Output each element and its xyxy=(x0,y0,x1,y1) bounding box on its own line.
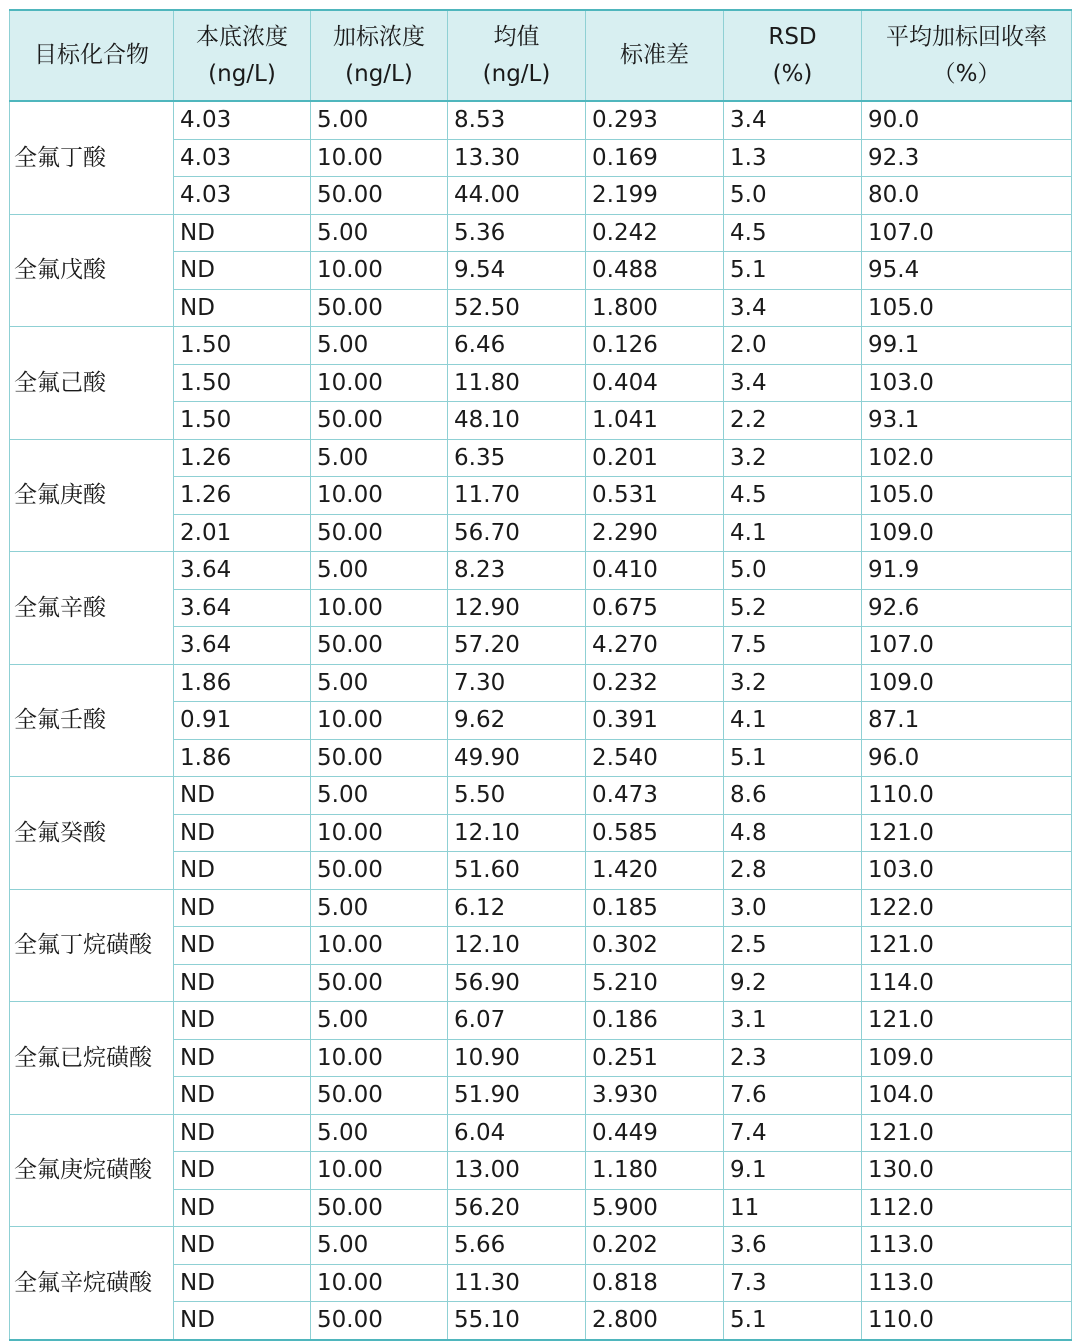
rsd-cell: 5.0 xyxy=(724,552,862,590)
spike-concentration-cell: 10.00 xyxy=(311,927,448,965)
standard-deviation-cell: 0.531 xyxy=(586,477,724,515)
compound-name-cell: 全氟庚烷磺酸 xyxy=(10,1114,174,1227)
background-concentration-cell: 3.64 xyxy=(174,552,311,590)
background-concentration-cell: ND xyxy=(174,1039,311,1077)
spike-concentration-cell: 10.00 xyxy=(311,1264,448,1302)
mean-cell: 11.70 xyxy=(448,477,586,515)
background-concentration-cell: ND xyxy=(174,1264,311,1302)
recovery-cell: 87.1 xyxy=(862,702,1072,740)
spike-concentration-cell: 5.00 xyxy=(311,327,448,365)
table-row xyxy=(10,1114,1072,1152)
spike-concentration-cell: 10.00 xyxy=(311,814,448,852)
compound-name-cell: 全氟己酸 xyxy=(10,327,174,440)
recovery-cell: 109.0 xyxy=(862,664,1072,702)
rsd-cell: 4.8 xyxy=(724,814,862,852)
standard-deviation-cell: 0.410 xyxy=(586,552,724,590)
table-row xyxy=(10,214,1072,252)
spike-concentration-cell: 50.00 xyxy=(311,402,448,440)
rsd-cell: 3.4 xyxy=(724,101,862,139)
recovery-cell: 92.6 xyxy=(862,589,1072,627)
background-concentration-cell: ND xyxy=(174,964,311,1002)
compound-name-cell: 全氟戊酸 xyxy=(10,214,174,327)
mean-cell: 51.90 xyxy=(448,1077,586,1115)
recovery-cell: 92.3 xyxy=(862,139,1072,177)
mean-cell: 6.04 xyxy=(448,1114,586,1152)
table-row xyxy=(10,439,1072,477)
background-concentration-cell: 1.26 xyxy=(174,439,311,477)
compound-name-cell: 全氟丁酸 xyxy=(10,101,174,214)
rsd-cell: 8.6 xyxy=(724,777,862,815)
rsd-cell: 4.1 xyxy=(724,702,862,740)
spike-concentration-cell: 50.00 xyxy=(311,289,448,327)
compound-name-cell: 全氟癸酸 xyxy=(10,777,174,890)
recovery-cell: 107.0 xyxy=(862,214,1072,252)
background-concentration-cell: ND xyxy=(174,1302,311,1340)
recovery-cell: 110.0 xyxy=(862,1302,1072,1340)
mean-cell: 56.20 xyxy=(448,1189,586,1227)
rsd-cell: 3.0 xyxy=(724,889,862,927)
compound-name-cell: 全氟辛烷磺酸 xyxy=(10,1227,174,1340)
header-rsd-line: (%) xyxy=(772,60,813,87)
spike-concentration-cell: 5.00 xyxy=(311,439,448,477)
mean-cell: 48.10 xyxy=(448,402,586,440)
spike-concentration-cell: 50.00 xyxy=(311,627,448,665)
header-standard-deviation-line: 标准差 xyxy=(620,42,689,68)
background-concentration-cell: ND xyxy=(174,1189,311,1227)
rsd-cell: 5.1 xyxy=(724,252,862,290)
standard-deviation-cell: 5.900 xyxy=(586,1189,724,1227)
table-row xyxy=(10,777,1072,815)
background-concentration-cell: 4.03 xyxy=(174,139,311,177)
rsd-cell: 5.0 xyxy=(724,177,862,215)
table-row xyxy=(10,101,1072,139)
mean-cell: 6.46 xyxy=(448,327,586,365)
mean-cell: 13.30 xyxy=(448,139,586,177)
spike-concentration-cell: 50.00 xyxy=(311,1189,448,1227)
mean-cell: 8.53 xyxy=(448,101,586,139)
standard-deviation-cell: 2.540 xyxy=(586,739,724,777)
mean-cell: 12.90 xyxy=(448,589,586,627)
standard-deviation-cell: 0.185 xyxy=(586,889,724,927)
recovery-cell: 105.0 xyxy=(862,289,1072,327)
spike-concentration-cell: 5.00 xyxy=(311,101,448,139)
compound-name-cell: 全氟丁烷磺酸 xyxy=(10,889,174,1002)
mean-cell: 10.90 xyxy=(448,1039,586,1077)
recovery-cell: 121.0 xyxy=(862,927,1072,965)
recovery-cell: 90.0 xyxy=(862,101,1072,139)
recovery-cell: 91.9 xyxy=(862,552,1072,590)
table-body xyxy=(10,101,1072,1340)
spike-concentration-cell: 10.00 xyxy=(311,589,448,627)
mean-cell: 49.90 xyxy=(448,739,586,777)
rsd-cell: 3.6 xyxy=(724,1227,862,1265)
rsd-cell: 3.4 xyxy=(724,289,862,327)
standard-deviation-cell: 0.585 xyxy=(586,814,724,852)
recovery-cell: 103.0 xyxy=(862,364,1072,402)
mean-cell: 13.00 xyxy=(448,1152,586,1190)
standard-deviation-cell: 0.293 xyxy=(586,101,724,139)
spike-concentration-cell: 10.00 xyxy=(311,1152,448,1190)
mean-cell: 44.00 xyxy=(448,177,586,215)
rsd-cell: 7.3 xyxy=(724,1264,862,1302)
spike-concentration-cell: 50.00 xyxy=(311,1302,448,1340)
header-background-concentration-line: 本底浓度 xyxy=(196,23,288,50)
mean-cell: 12.10 xyxy=(448,814,586,852)
standard-deviation-cell: 1.180 xyxy=(586,1152,724,1190)
mean-cell: 12.10 xyxy=(448,927,586,965)
rsd-cell: 3.1 xyxy=(724,1002,862,1040)
table-row xyxy=(10,664,1072,702)
background-concentration-cell: ND xyxy=(174,214,311,252)
rsd-cell: 3.4 xyxy=(724,364,862,402)
spike-concentration-cell: 10.00 xyxy=(311,1039,448,1077)
standard-deviation-cell: 5.210 xyxy=(586,964,724,1002)
background-concentration-cell: ND xyxy=(174,1152,311,1190)
header-spike-concentration-line: (ng/L) xyxy=(345,60,413,87)
background-concentration-cell: ND xyxy=(174,852,311,890)
rsd-cell: 9.1 xyxy=(724,1152,862,1190)
rsd-cell: 7.5 xyxy=(724,627,862,665)
background-concentration-cell: 1.50 xyxy=(174,364,311,402)
header-rsd-line: RSD xyxy=(768,23,817,50)
standard-deviation-cell: 1.420 xyxy=(586,852,724,890)
recovery-cell: 113.0 xyxy=(862,1264,1072,1302)
background-concentration-cell: 1.86 xyxy=(174,664,311,702)
mean-cell: 11.30 xyxy=(448,1264,586,1302)
rsd-cell: 11 xyxy=(724,1189,862,1227)
background-concentration-cell: 1.50 xyxy=(174,402,311,440)
standard-deviation-cell: 0.202 xyxy=(586,1227,724,1265)
recovery-cell: 80.0 xyxy=(862,177,1072,215)
standard-deviation-cell: 0.302 xyxy=(586,927,724,965)
header-average-recovery-line: （%） xyxy=(932,60,1001,87)
header-standard-deviation xyxy=(586,10,724,101)
rsd-cell: 2.8 xyxy=(724,852,862,890)
standard-deviation-cell: 4.270 xyxy=(586,627,724,665)
standard-deviation-cell: 0.201 xyxy=(586,439,724,477)
spike-concentration-cell: 50.00 xyxy=(311,739,448,777)
standard-deviation-cell: 3.930 xyxy=(586,1077,724,1115)
header-mean-line: 均值 xyxy=(493,23,540,50)
background-concentration-cell: 3.64 xyxy=(174,589,311,627)
mean-cell: 6.12 xyxy=(448,889,586,927)
recovery-cell: 103.0 xyxy=(862,852,1072,890)
standard-deviation-cell: 1.041 xyxy=(586,402,724,440)
recovery-cell: 112.0 xyxy=(862,1189,1072,1227)
rsd-cell: 3.2 xyxy=(724,439,862,477)
standard-deviation-cell: 0.391 xyxy=(586,702,724,740)
mean-cell: 56.70 xyxy=(448,514,586,552)
recovery-cell: 93.1 xyxy=(862,402,1072,440)
header-background-concentration xyxy=(174,10,311,101)
mean-cell: 52.50 xyxy=(448,289,586,327)
spike-concentration-cell: 10.00 xyxy=(311,702,448,740)
mean-cell: 6.07 xyxy=(448,1002,586,1040)
mean-cell: 51.60 xyxy=(448,852,586,890)
background-concentration-cell: 1.50 xyxy=(174,327,311,365)
spike-concentration-cell: 50.00 xyxy=(311,852,448,890)
background-concentration-cell: ND xyxy=(174,252,311,290)
table-header xyxy=(10,10,1072,101)
mean-cell: 6.35 xyxy=(448,439,586,477)
recovery-cell: 104.0 xyxy=(862,1077,1072,1115)
rsd-cell: 7.4 xyxy=(724,1114,862,1152)
rsd-cell: 2.2 xyxy=(724,402,862,440)
mean-cell: 8.23 xyxy=(448,552,586,590)
compound-name-cell: 全氟辛酸 xyxy=(10,552,174,665)
header-average-recovery xyxy=(862,10,1072,101)
background-concentration-cell: 3.64 xyxy=(174,627,311,665)
mean-cell: 5.50 xyxy=(448,777,586,815)
background-concentration-cell: ND xyxy=(174,777,311,815)
spike-concentration-cell: 5.00 xyxy=(311,552,448,590)
background-concentration-cell: ND xyxy=(174,1114,311,1152)
mean-cell: 5.36 xyxy=(448,214,586,252)
mean-cell: 56.90 xyxy=(448,964,586,1002)
compound-name-cell: 全氟已烷磺酸 xyxy=(10,1002,174,1115)
standard-deviation-cell: 0.251 xyxy=(586,1039,724,1077)
spike-concentration-cell: 50.00 xyxy=(311,1077,448,1115)
spike-concentration-cell: 50.00 xyxy=(311,964,448,1002)
standard-deviation-cell: 0.232 xyxy=(586,664,724,702)
spike-concentration-cell: 10.00 xyxy=(311,477,448,515)
background-concentration-cell: ND xyxy=(174,1077,311,1115)
header-compound-line: 目标化合物 xyxy=(34,42,149,68)
spike-concentration-cell: 50.00 xyxy=(311,514,448,552)
header-spike-concentration-line: 加标浓度 xyxy=(333,23,425,50)
recovery-cell: 96.0 xyxy=(862,739,1072,777)
rsd-cell: 5.2 xyxy=(724,589,862,627)
spike-concentration-cell: 5.00 xyxy=(311,664,448,702)
recovery-cell: 121.0 xyxy=(862,1114,1072,1152)
background-concentration-cell: ND xyxy=(174,289,311,327)
standard-deviation-cell: 0.449 xyxy=(586,1114,724,1152)
standard-deviation-cell: 0.488 xyxy=(586,252,724,290)
standard-deviation-cell: 0.169 xyxy=(586,139,724,177)
recovery-cell: 114.0 xyxy=(862,964,1072,1002)
recovery-cell: 130.0 xyxy=(862,1152,1072,1190)
background-concentration-cell: 2.01 xyxy=(174,514,311,552)
recovery-cell: 121.0 xyxy=(862,1002,1072,1040)
spike-concentration-cell: 10.00 xyxy=(311,139,448,177)
mean-cell: 7.30 xyxy=(448,664,586,702)
spike-concentration-cell: 5.00 xyxy=(311,214,448,252)
rsd-cell: 2.5 xyxy=(724,927,862,965)
background-concentration-cell: ND xyxy=(174,1002,311,1040)
background-concentration-cell: 4.03 xyxy=(174,177,311,215)
spike-concentration-cell: 10.00 xyxy=(311,252,448,290)
header-background-concentration-line: (ng/L) xyxy=(208,60,276,87)
mean-cell: 57.20 xyxy=(448,627,586,665)
spike-concentration-cell: 50.00 xyxy=(311,177,448,215)
standard-deviation-cell: 0.675 xyxy=(586,589,724,627)
compound-name-cell: 全氟庚酸 xyxy=(10,439,174,552)
spike-concentration-cell: 5.00 xyxy=(311,1114,448,1152)
background-concentration-cell: ND xyxy=(174,889,311,927)
rsd-cell: 4.1 xyxy=(724,514,862,552)
mean-cell: 55.10 xyxy=(448,1302,586,1340)
recovery-cell: 122.0 xyxy=(862,889,1072,927)
rsd-cell: 1.3 xyxy=(724,139,862,177)
header-rsd xyxy=(724,10,862,101)
standard-deviation-cell: 0.404 xyxy=(586,364,724,402)
background-concentration-cell: ND xyxy=(174,1227,311,1265)
background-concentration-cell: ND xyxy=(174,814,311,852)
recovery-cell: 107.0 xyxy=(862,627,1072,665)
standard-deviation-cell: 0.473 xyxy=(586,777,724,815)
spike-concentration-cell: 5.00 xyxy=(311,777,448,815)
mean-cell: 11.80 xyxy=(448,364,586,402)
recovery-cell: 110.0 xyxy=(862,777,1072,815)
recovery-cell: 113.0 xyxy=(862,1227,1072,1265)
recovery-table xyxy=(9,9,1072,1341)
rsd-cell: 7.6 xyxy=(724,1077,862,1115)
rsd-cell: 3.2 xyxy=(724,664,862,702)
table-row xyxy=(10,327,1072,365)
standard-deviation-cell: 2.290 xyxy=(586,514,724,552)
standard-deviation-cell: 0.818 xyxy=(586,1264,724,1302)
standard-deviation-cell: 0.186 xyxy=(586,1002,724,1040)
background-concentration-cell: 4.03 xyxy=(174,101,311,139)
standard-deviation-cell: 0.242 xyxy=(586,214,724,252)
recovery-cell: 121.0 xyxy=(862,814,1072,852)
rsd-cell: 9.2 xyxy=(724,964,862,1002)
standard-deviation-cell: 0.126 xyxy=(586,327,724,365)
mean-cell: 5.66 xyxy=(448,1227,586,1265)
spike-concentration-cell: 5.00 xyxy=(311,1227,448,1265)
table-row xyxy=(10,552,1072,590)
recovery-cell: 99.1 xyxy=(862,327,1072,365)
rsd-cell: 5.1 xyxy=(724,1302,862,1340)
standard-deviation-cell: 2.800 xyxy=(586,1302,724,1340)
header-mean-line: (ng/L) xyxy=(482,60,551,87)
spike-concentration-cell: 10.00 xyxy=(311,364,448,402)
background-concentration-cell: 1.86 xyxy=(174,739,311,777)
rsd-cell: 4.5 xyxy=(724,214,862,252)
recovery-cell: 105.0 xyxy=(862,477,1072,515)
table-row xyxy=(10,889,1072,927)
standard-deviation-cell: 1.800 xyxy=(586,289,724,327)
spike-concentration-cell: 5.00 xyxy=(311,889,448,927)
header-row xyxy=(10,10,1072,101)
rsd-cell: 2.0 xyxy=(724,327,862,365)
header-average-recovery-line: 平均加标回收率 xyxy=(886,23,1047,50)
rsd-cell: 4.5 xyxy=(724,477,862,515)
rsd-cell: 5.1 xyxy=(724,739,862,777)
header-mean xyxy=(448,10,586,101)
mean-cell: 9.54 xyxy=(448,252,586,290)
header-compound xyxy=(10,10,174,101)
compound-name-cell: 全氟壬酸 xyxy=(10,664,174,777)
recovery-cell: 109.0 xyxy=(862,1039,1072,1077)
recovery-cell: 95.4 xyxy=(862,252,1072,290)
header-spike-concentration xyxy=(311,10,448,101)
table-row xyxy=(10,1002,1072,1040)
background-concentration-cell: 0.91 xyxy=(174,702,311,740)
spike-concentration-cell: 5.00 xyxy=(311,1002,448,1040)
background-concentration-cell: ND xyxy=(174,927,311,965)
standard-deviation-cell: 2.199 xyxy=(586,177,724,215)
recovery-cell: 109.0 xyxy=(862,514,1072,552)
mean-cell: 9.62 xyxy=(448,702,586,740)
background-concentration-cell: 1.26 xyxy=(174,477,311,515)
recovery-cell: 102.0 xyxy=(862,439,1072,477)
rsd-cell: 2.3 xyxy=(724,1039,862,1077)
table-row xyxy=(10,1227,1072,1265)
